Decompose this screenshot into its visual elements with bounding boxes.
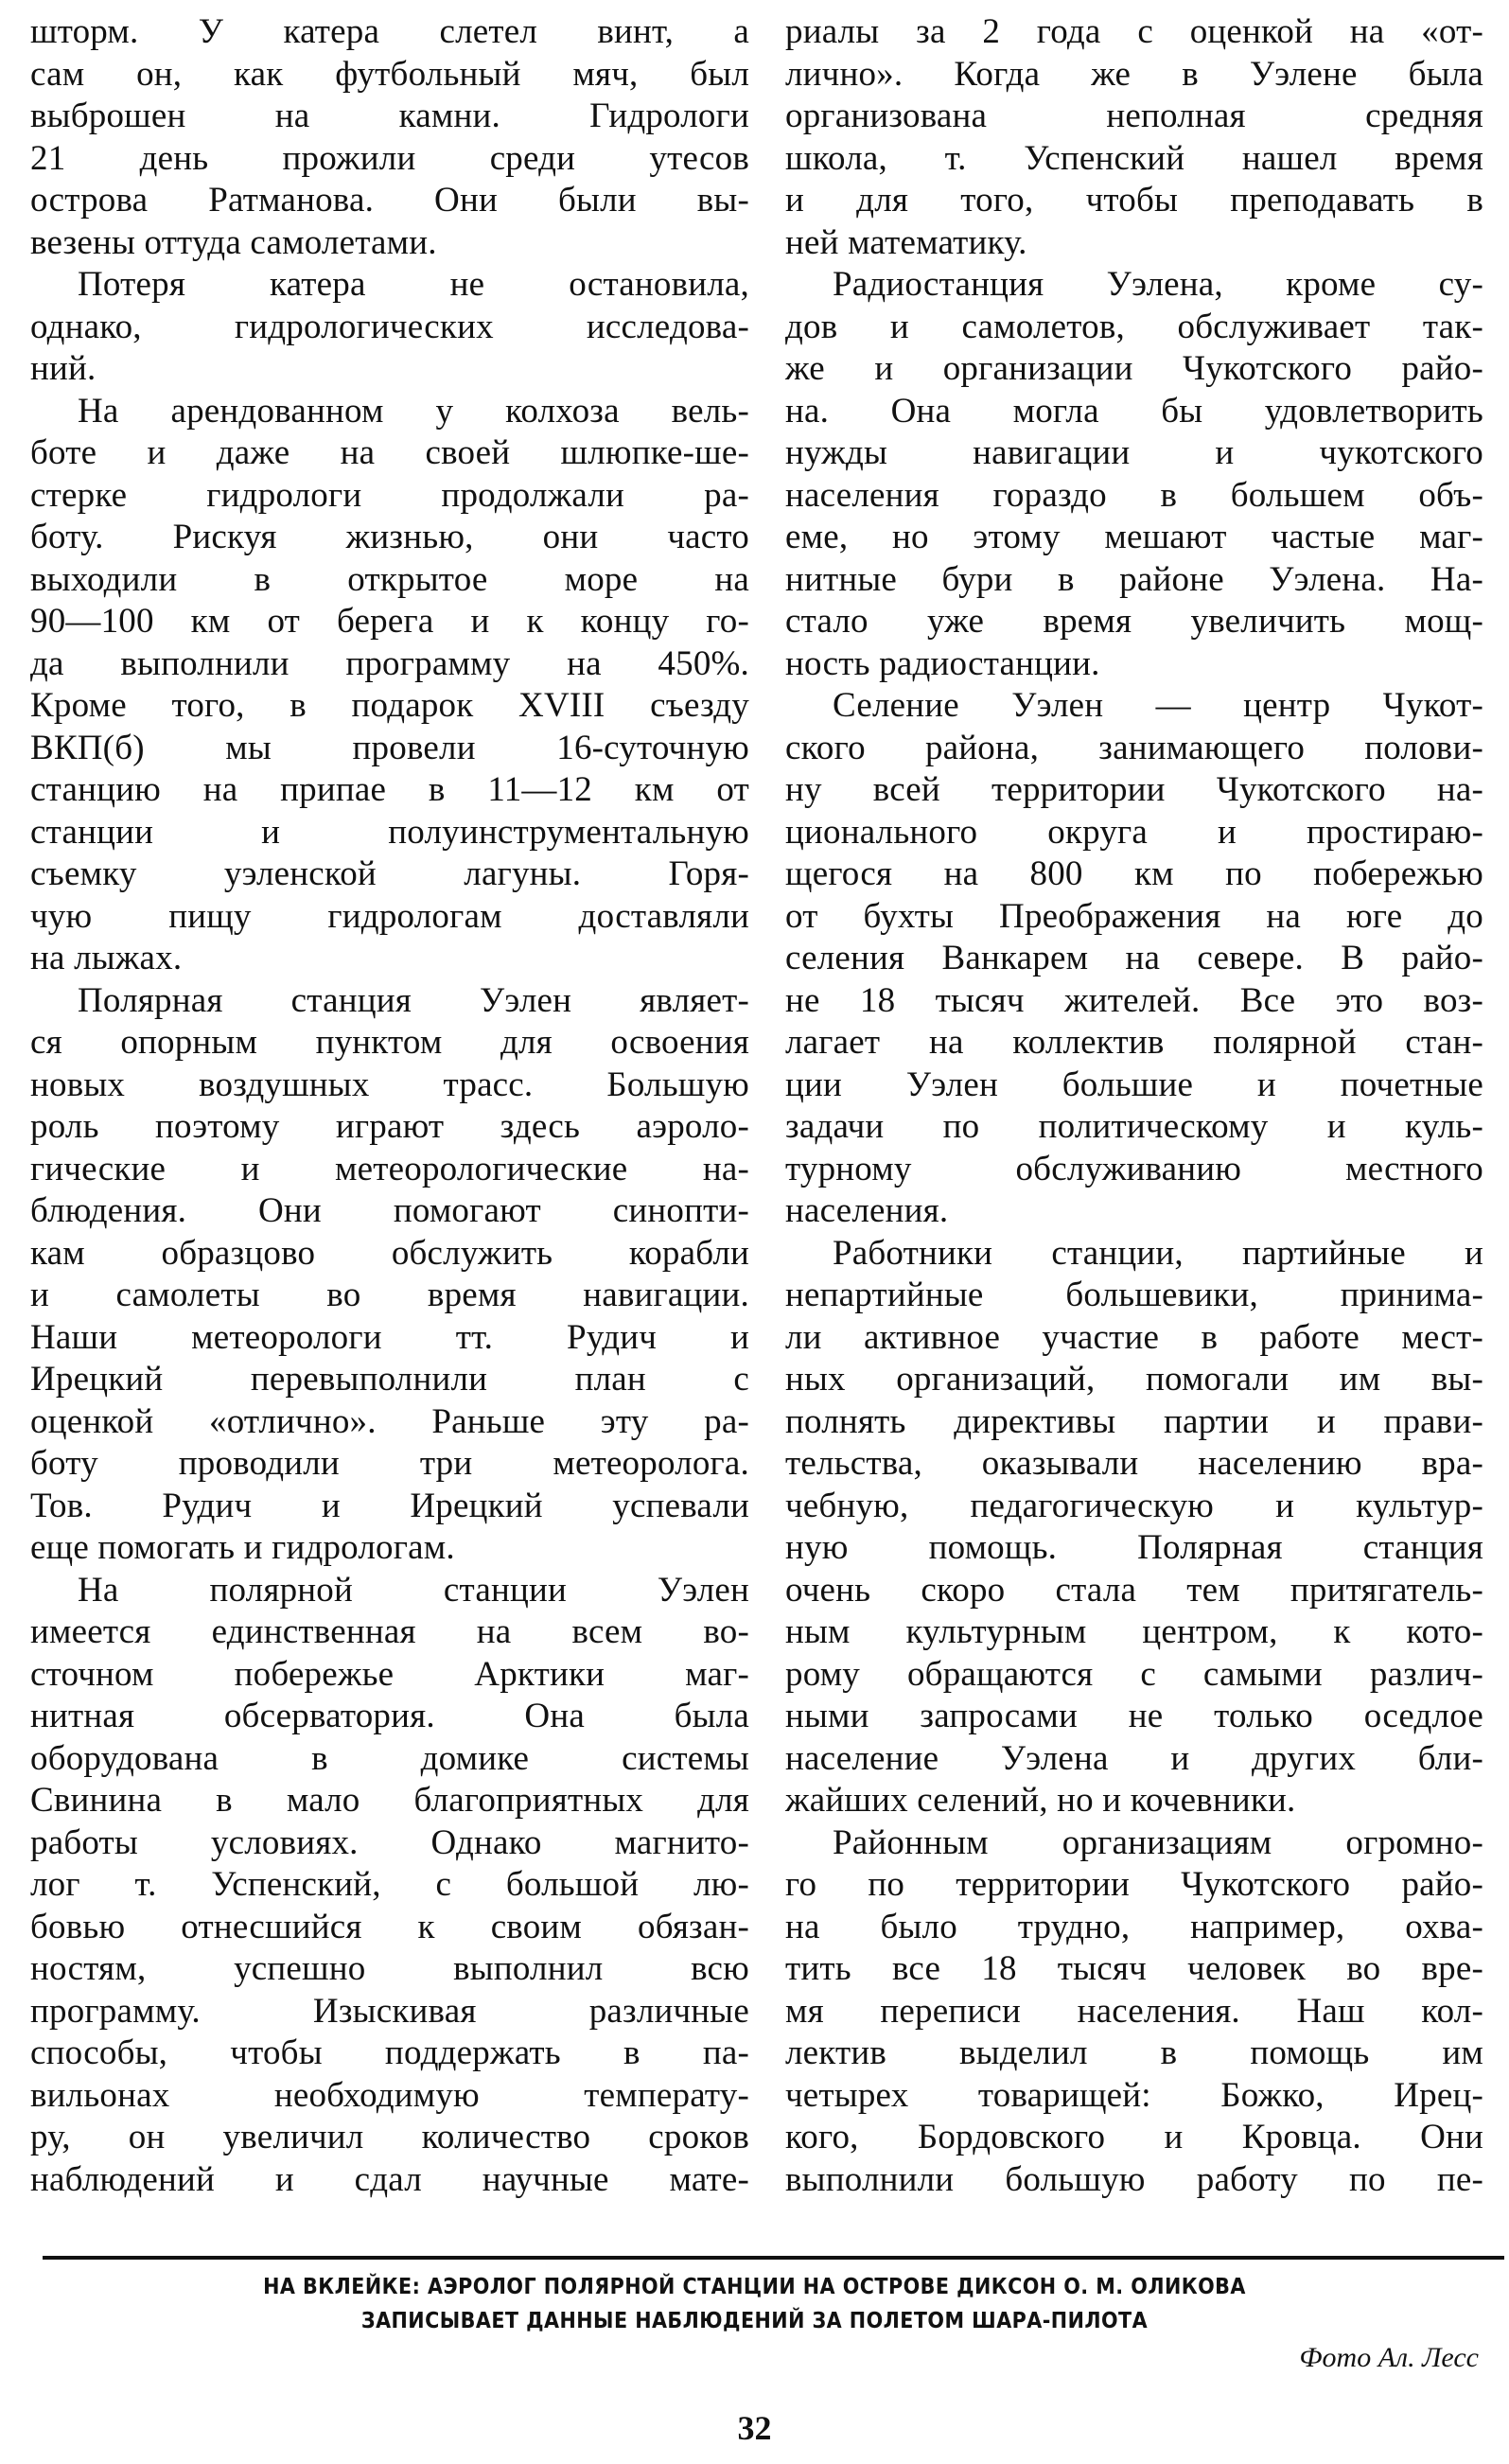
text-line: ными запросами не только оседлое — [785, 1697, 1483, 1735]
text-line: ний. — [30, 349, 97, 388]
text-line: организована неполная средняя — [785, 97, 1483, 135]
text-line: боту. Рискуя жизнью, они часто — [30, 518, 749, 556]
text-line: программу. Изыскивая различные — [30, 1991, 749, 2031]
text-line: от бухты Преображения на юге до — [785, 896, 1483, 936]
text-line: боту проводили три метеоролога. — [30, 1444, 749, 1483]
text-line: и для того, чтобы преподавать в — [785, 181, 1483, 220]
text-line: выброшен на камни. Гидрологи — [30, 97, 749, 135]
text-line: ных организаций, помогали им вы- — [785, 1360, 1483, 1399]
text-line: ность радиостанции. — [785, 643, 1100, 683]
paragraph — [30, 980, 749, 1570]
right-column — [785, 11, 1483, 2201]
text-line: нужды навигации и чукотского — [785, 433, 1483, 472]
paragraph — [785, 685, 1483, 1233]
paragraph — [30, 11, 749, 264]
text-line: еме, но этому мешают частые маг- — [785, 518, 1483, 556]
paragraph — [30, 264, 749, 391]
text-line: ру, он увеличил количество сроков — [30, 2118, 749, 2156]
text-line: школа, т. Успенский нашел время — [785, 138, 1483, 178]
text-line: оборудована в домике системы — [30, 1738, 749, 1778]
text-line: ностям, успешно выполнил всю — [30, 1949, 749, 1988]
text-line: ную помощь. Полярная станция — [785, 1528, 1483, 1567]
text-line: жайших селений, но и кочевники. — [785, 1781, 1296, 1820]
text-line: тить все 18 тысяч человек во вре- — [785, 1949, 1483, 1988]
text-line: стерке гидрологи продолжали ра- — [30, 475, 749, 515]
text-line: четырех товарищей: Божко, Ирец- — [785, 2075, 1483, 2115]
text-line: полнять директивы партии и прави- — [785, 1401, 1483, 1441]
text-line: работы условиях. Однако магнито- — [30, 1822, 749, 1862]
caption-line-2: ЗАПИСЫВАЕТ ДАННЫЕ НАБЛЮДЕНИЙ ЗА ПОЛЕТОМ ШАРА-ПИЛОТА — [360, 2309, 1149, 2333]
paragraph — [30, 1570, 749, 2202]
text-line: рому обращаются с самыми различ- — [785, 1654, 1483, 1694]
text-line: 21 день прожили среди утесов — [30, 138, 749, 178]
text-line: Радиостанция Уэлена, кроме су- — [833, 265, 1483, 304]
text-line: тельства, оказывали населению вра- — [785, 1444, 1483, 1483]
text-line: 90—100 км от берега и к концу го- — [30, 602, 749, 641]
text-line: го по территории Чукотского райо- — [785, 1865, 1483, 1904]
photo-credit: Фото Ал. Лесс — [1299, 2342, 1479, 2373]
text-line: и самолеты во время навигации. — [30, 1276, 749, 1314]
paragraph — [785, 11, 1483, 264]
caption-line-1: НА ВКЛЕЙКЕ: АЭРОЛОГ ПОЛЯРНОЙ СТАНЦИИ НА ОСТРОВЕ ДИКСОН О. М. ОЛИКОВА — [263, 2275, 1246, 2299]
text-line: задачи по политическому и куль- — [785, 1107, 1483, 1146]
text-line: выходили в открытое море на — [30, 559, 749, 599]
text-line: роль поэтому играют здесь аэроло- — [30, 1107, 749, 1146]
text-line: сточном побережье Арктики маг- — [30, 1654, 749, 1694]
text-line: нитные бури в районе Уэлена. На- — [785, 559, 1483, 599]
text-line: ней математику. — [785, 222, 1027, 262]
text-line: станцию на припае в 11—12 км от — [30, 770, 749, 809]
text-line: на. Она могла бы удовлетворить — [785, 391, 1483, 431]
text-line: новых воздушных трасс. Большую — [30, 1065, 749, 1104]
text-line: не 18 тысяч жителей. Все это воз- — [785, 980, 1483, 1020]
text-line: На полярной станции Уэлен — [78, 1570, 749, 1610]
text-line: ли активное участие в работе мест- — [785, 1317, 1483, 1357]
text-line: ным культурным центром, к кото- — [785, 1612, 1483, 1651]
text-line: ся опорным пунктом для освоения — [30, 1023, 749, 1062]
text-line: еще помогать и гидрологам. — [30, 1528, 455, 1567]
text-line: дов и самолетов, обслуживает так- — [785, 307, 1483, 346]
text-line: Работники станции, партийные и — [833, 1233, 1483, 1273]
text-line: Наши метеорологи тт. Рудич и — [30, 1317, 749, 1357]
text-line: шторм. У катера слетел винт, а — [30, 12, 749, 51]
text-line: нитная обсерватория. Она была — [30, 1697, 749, 1735]
text-line: ВКП(б) мы провели 16-суточную — [30, 728, 749, 767]
text-line: ну всей территории Чукотского на- — [785, 770, 1483, 809]
text-line: вильонах необходимую температу- — [30, 2075, 749, 2115]
text-line: лог т. Успенский, с большой лю- — [30, 1865, 749, 1904]
text-line: же и организации Чукотского райо- — [785, 349, 1483, 388]
text-line: станции и полуинструментальную — [30, 812, 749, 852]
text-line: Кроме того, в подарок XVIII съезду — [30, 686, 749, 725]
text-line: имеется единственная на всем во- — [30, 1612, 749, 1651]
text-line: чебную, педагогическую и культур- — [785, 1486, 1483, 1525]
text-line: население Уэлена и других бли- — [785, 1738, 1483, 1778]
page-number: 32 — [737, 2409, 772, 2447]
text-line: лектив выделил в помощь им — [785, 2033, 1483, 2072]
text-line: кам образцово обслужить корабли — [30, 1233, 749, 1273]
text-line: лагает на коллектив полярной стан- — [785, 1023, 1483, 1062]
text-line: ции Уэлен большие и почетные — [785, 1065, 1483, 1104]
text-line: бовью отнесшийся к своим обязан- — [30, 1907, 749, 1946]
text-line: оценкой «отлично». Раньше эту ра- — [30, 1401, 749, 1441]
text-line: чую пищу гидрологам доставляли — [30, 896, 749, 936]
text-line: ционального округа и простираю- — [785, 812, 1483, 852]
text-line: Ирецкий перевыполнили план с — [30, 1360, 749, 1399]
text-line: На арендованном у колхоза вель- — [78, 391, 749, 431]
text-line: везены оттуда самолетами. — [30, 222, 437, 262]
text-line: Селение Уэлен — центр Чукот- — [833, 686, 1483, 725]
text-line: непартийные большевики, принима- — [785, 1276, 1483, 1314]
text-line: боте и даже на своей шлюпке-ше- — [30, 433, 749, 472]
text-line: сам он, как футбольный мяч, был — [30, 54, 749, 94]
paragraph — [785, 264, 1483, 685]
text-line: на было трудно, например, охва- — [785, 1907, 1483, 1946]
text-line: мя переписи населения. Наш кол- — [785, 1991, 1483, 2031]
text-line: Тов. Рудич и Ирецкий успевали — [30, 1486, 749, 1525]
text-line: кого, Бордовского и Кровца. Они — [785, 2118, 1483, 2156]
text-line: Районным организациям огромно- — [833, 1822, 1483, 1862]
text-line: острова Ратманова. Они были вы- — [30, 181, 749, 220]
text-line: Полярная станция Уэлен являет- — [78, 980, 749, 1020]
text-line: на лыжах. — [30, 939, 183, 977]
text-line: да выполнили программу на 450%. — [30, 643, 749, 683]
text-line: стало уже время увеличить мощ- — [785, 602, 1483, 641]
paragraph — [785, 1822, 1483, 2202]
text-line: наблюдений и сдал научные мате- — [30, 2159, 749, 2199]
text-line: выполнили большую работу по пе- — [785, 2159, 1483, 2199]
paragraph — [30, 391, 749, 980]
text-line: населения гораздо в большем объ- — [785, 475, 1483, 515]
text-line: однако, гидрологических исследова- — [30, 307, 749, 346]
text-line: очень скоро стала тем притягатель- — [785, 1570, 1483, 1610]
text-line: турному обслуживанию местного — [785, 1149, 1483, 1188]
divider-rule — [43, 2256, 1504, 2260]
text-line: способы, чтобы поддержать в па- — [30, 2033, 749, 2072]
text-line: Потеря катера не остановила, — [78, 265, 749, 304]
text-line: населения. — [785, 1191, 949, 1230]
text-line: селения Ванкарем на севере. В райо- — [785, 939, 1483, 977]
paragraph — [785, 1233, 1483, 1822]
text-line: съемку уэленской лагуны. Горя- — [30, 854, 749, 893]
text-line: ского района, занимающего полови- — [785, 728, 1483, 767]
text-line: гические и метеорологические на- — [30, 1149, 749, 1188]
text-line: риалы за 2 года с оценкой на «от- — [785, 12, 1483, 51]
text-line: лично». Когда же в Уэлене была — [785, 54, 1483, 94]
text-line: щегося на 800 км по побережью — [785, 854, 1483, 893]
text-line: блюдения. Они помогают синопти- — [30, 1191, 749, 1230]
left-column — [30, 11, 749, 2201]
text-line: Свинина в мало благоприятных для — [30, 1781, 749, 1820]
